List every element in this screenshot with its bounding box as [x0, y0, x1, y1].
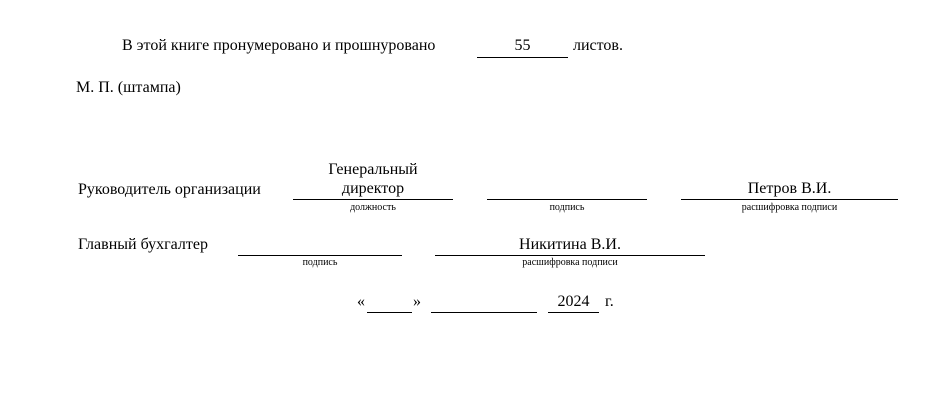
- date-month-field[interactable]: [431, 312, 537, 313]
- sheets-count-underline: [477, 57, 568, 58]
- director-label: Руководитель организации: [78, 181, 261, 198]
- director-name-caption: расшифровка подписи: [741, 202, 838, 213]
- director-position-caption: должность: [350, 202, 396, 213]
- director-position-line2[interactable]: директор: [341, 180, 405, 197]
- accountant-label: Главный бухгалтер: [78, 236, 208, 253]
- date-close-quote: »: [413, 293, 421, 310]
- date-year-underline: [548, 312, 599, 313]
- date-day-field[interactable]: [367, 312, 412, 313]
- accountant-signature-caption: подпись: [302, 257, 338, 268]
- director-position-underline: [293, 199, 453, 200]
- director-signature-line[interactable]: [487, 199, 647, 200]
- stamp-label: М. П. (штампа): [76, 79, 181, 96]
- intro-text-before: В этой книге пронумеровано и прошнуровано: [122, 37, 436, 54]
- intro-text-after: листов.: [573, 37, 623, 54]
- sheets-count-field[interactable]: 55: [514, 37, 531, 54]
- director-signature-caption: подпись: [549, 202, 585, 213]
- accountant-name-caption: расшифровка подписи: [522, 257, 618, 268]
- director-position-line1[interactable]: Генеральный: [328, 161, 418, 178]
- director-name-underline: [681, 199, 898, 200]
- accountant-name-field[interactable]: Никитина В.И.: [519, 236, 621, 253]
- date-year-suffix: г.: [605, 293, 614, 310]
- accountant-name-underline: [435, 255, 705, 256]
- date-open-quote: «: [357, 293, 365, 310]
- accountant-signature-line[interactable]: [238, 255, 402, 256]
- director-name-field[interactable]: Петров В.И.: [747, 180, 832, 197]
- date-year-field[interactable]: 2024: [557, 293, 590, 310]
